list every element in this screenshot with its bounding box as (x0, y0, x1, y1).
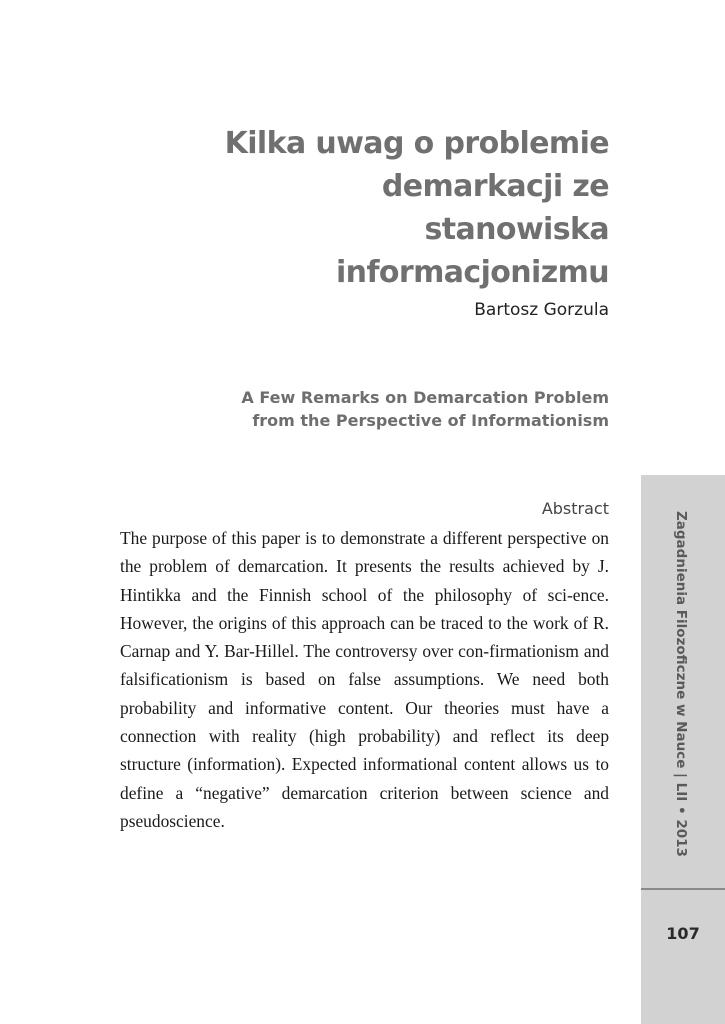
abstract-line: must have a connection with reality (high probability) and reflect (120, 697, 609, 747)
abstract-line: on the problem of demarcation. It presents the results achieved (120, 528, 609, 577)
abstract-body (120, 524, 609, 835)
journal-name: Zagadnienia Filozoficzne w Nauce | LII • 2013 (673, 511, 689, 857)
english-title-line: A Few Remarks on Demarcation Problem (241, 388, 609, 407)
author-name: Bartosz Gorzula (474, 300, 609, 320)
abstract-line: science and pseudoscience. (120, 782, 609, 831)
english-title (189, 386, 609, 432)
page-number: 107 (666, 924, 700, 943)
abstract-line: ence. However, the origins of this approach can be traced to the (120, 584, 609, 633)
title-line: informacjonizmu (336, 255, 609, 290)
abstract-line: firmationism and falsificationism is based on false assumptions. (120, 641, 609, 690)
abstract-line: by J. Hintikka and the Finnish school of the philosophy of sci- (120, 556, 609, 605)
english-title-line: from the Perspective of Informationism (252, 411, 609, 430)
page-title (189, 122, 609, 294)
title-line: demarkacji ze stanowiska (381, 169, 609, 247)
sidebar-divider (641, 888, 725, 890)
title-line: Kilka uwag o problemie (224, 126, 609, 161)
abstract-line: We need both probability and informative content. Our theories (120, 669, 609, 718)
abstract-line: allows us to define a “negative” demarcation criterion between (120, 754, 609, 803)
abstract-line: The purpose of this paper is to demonstrate a different perspective (120, 528, 587, 548)
abstract-heading: Abstract (541, 499, 609, 518)
abstract-line: its deep structure (information). Expected informational content (120, 726, 610, 775)
abstract-line: work of R. Carnap and Y. Bar-Hillel. The controversy over con- (120, 612, 609, 662)
